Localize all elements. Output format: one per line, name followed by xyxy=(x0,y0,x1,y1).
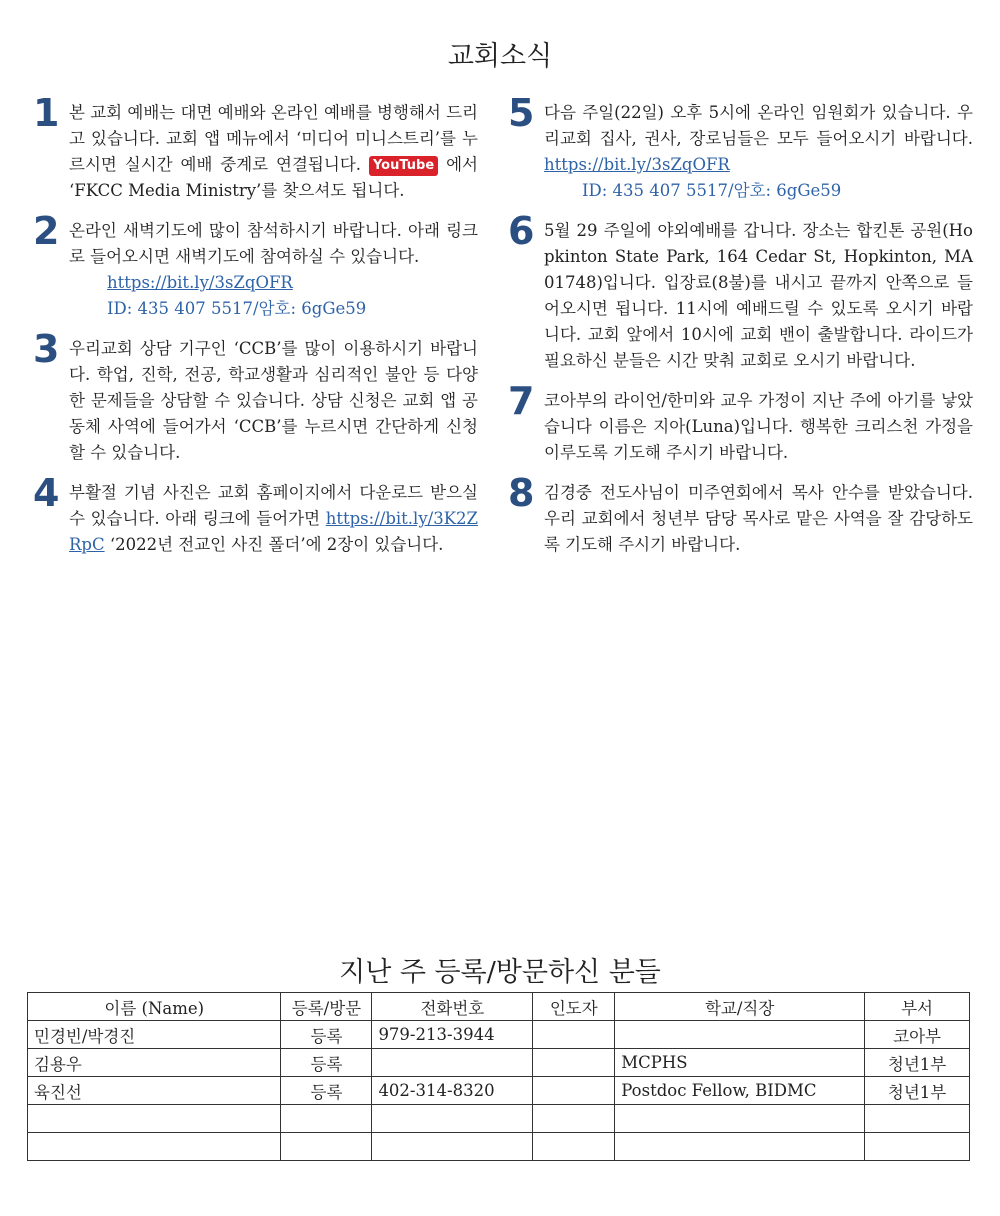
news-text: 우리교회 상담 기구인 ‘CCB’를 많이 이용하시기 바랍니다. 학업, 진학, 전공, 학교생활과 심리적인 불안 등 다양한 문제들을 상담할 수 있습니다. 상담 신청은 교회 앱 공동체 사역에 들어가서 ‘CCB’를 누르시면 간단하게 신청할 수 있습니다. xyxy=(69,339,478,462)
cell-school: MCPHS xyxy=(615,1049,865,1077)
news-number: 4 xyxy=(33,471,60,515)
cell-phone: 979-213-3944 xyxy=(372,1021,533,1049)
cell-dept xyxy=(865,1105,970,1133)
cell-school: Postdoc Fellow, BIDMC xyxy=(615,1077,865,1105)
news-number: 1 xyxy=(33,91,60,135)
cell-status: 등록 xyxy=(281,1021,372,1049)
cell-dept: 코아부 xyxy=(865,1021,970,1049)
news-column-right xyxy=(508,91,973,572)
cell-guide xyxy=(533,1049,615,1077)
news-text: 본 교회 예배는 대면 예배와 온라인 예배를 병행해서 드리고 있습니다. 교회 앱 메뉴에서 ‘미디어 미니스트리’를 누르시면 실시간 예배 중계로 연결됩니다. xyxy=(69,103,478,174)
news-item xyxy=(508,91,973,204)
meeting-link[interactable]: https://bit.ly/3sZqOFR xyxy=(544,155,730,174)
table-row xyxy=(28,1133,970,1161)
cell-phone xyxy=(372,1133,533,1161)
column-header: 인도자 xyxy=(533,993,615,1021)
cell-name: 민경빈/박경진 xyxy=(28,1021,281,1049)
news-text: 부활절 기념 사진은 교회 홈페이지에서 다운로드 받으실 수 있습니다. 아래 링크에 들어가면 xyxy=(69,483,478,528)
cell-status: 등록 xyxy=(281,1077,372,1105)
news-text: ‘2022년 전교인 사진 폴더’에 2장이 있습니다. xyxy=(104,535,444,554)
column-header: 이름 (Name) xyxy=(28,993,281,1021)
news-text: 김경중 전도사님이 미주연회에서 목사 안수를 받았습니다. 우리 교회에서 청년부 담당 목사로 맡은 사역을 잘 감당하도록 기도해 주시기 바랍니다. xyxy=(544,483,973,554)
news-number: 5 xyxy=(508,91,535,135)
news-item xyxy=(508,209,973,374)
cell-guide xyxy=(533,1105,615,1133)
news-text: 다음 주일(22일) 오후 5시에 온라인 임원회가 있습니다. 우리교회 집사, 권사, 장로님들은 모두 들어오시기 바랍니다. xyxy=(544,103,973,148)
cell-status xyxy=(281,1133,372,1161)
cell-phone: 402-314-8320 xyxy=(372,1077,533,1105)
meeting-info: ID: 435 407 5517/암호: 6gGe59 xyxy=(107,299,367,318)
news-text: 코아부의 라이언/한미와 교우 가정이 지난 주에 아기를 낳았습니다 이름은 지아(Luna)입니다. 행복한 크리스천 가정을 이루도록 기도해 주시기 바랍니다. xyxy=(544,391,973,462)
news-item xyxy=(33,209,478,322)
page-title: 교회소식 xyxy=(447,41,553,72)
cell-name xyxy=(28,1105,281,1133)
cell-status xyxy=(281,1105,372,1133)
cell-school xyxy=(615,1133,865,1161)
news-number: 8 xyxy=(508,471,535,515)
news-text: 5월 29 주일에 야외예배를 갑니다. 장소는 합킨톤 공원(Hopkinton State Park, 164 Cedar St, Hopkinton, MA 01748)입니다. 입장료(8불)를 내시고 끝까지 안쪽으로 들어오시면 됩니다. 11시에 예배드릴 수 있도록 오시기 바랍니다. 교회 앞에서 10시에 교회 밴이 출발합니다. 라이드가 필요하신 분들은 시간 맞춰 교회로 오시기 바랍니다. xyxy=(544,221,973,370)
cell-school xyxy=(615,1105,865,1133)
cell-guide xyxy=(533,1021,615,1049)
cell-phone xyxy=(372,1049,533,1077)
news-number: 2 xyxy=(33,209,60,253)
cell-name: 김용우 xyxy=(28,1049,281,1077)
meeting-info: ID: 435 407 5517/암호: 6gGe59 xyxy=(582,181,842,200)
news-item xyxy=(33,327,478,466)
youtube-icon: YouTube xyxy=(369,156,438,176)
table-row xyxy=(28,1105,970,1133)
news-text: 에서 ‘FKCC Media Ministry’를 찾으셔도 됩니다. xyxy=(69,155,478,200)
column-header: 부서 xyxy=(865,993,970,1021)
news-item xyxy=(33,91,478,204)
news-item xyxy=(508,471,973,558)
cell-dept: 청년1부 xyxy=(865,1077,970,1105)
table-row xyxy=(28,1077,970,1105)
table-row xyxy=(28,1021,970,1049)
cell-school xyxy=(615,1021,865,1049)
column-header: 학교/직장 xyxy=(615,993,865,1021)
table-header-row xyxy=(28,993,970,1021)
news-item xyxy=(508,379,973,466)
news-number: 7 xyxy=(508,379,535,423)
cell-dept xyxy=(865,1133,970,1161)
cell-guide xyxy=(533,1077,615,1105)
cell-phone xyxy=(372,1105,533,1133)
cell-name xyxy=(28,1133,281,1161)
cell-name: 육진선 xyxy=(28,1077,281,1105)
photo-link[interactable]: https://bit.ly/3K2ZRpC xyxy=(69,509,478,554)
cell-dept: 청년1부 xyxy=(865,1049,970,1077)
column-header: 전화번호 xyxy=(372,993,533,1021)
registration-title: 지난 주 등록/방문하신 분들 xyxy=(339,957,661,988)
news-item xyxy=(33,471,478,558)
registration-table xyxy=(27,992,970,1161)
news-column-left xyxy=(33,91,478,572)
news-number: 3 xyxy=(33,327,60,371)
prayer-link[interactable]: https://bit.ly/3sZqOFR xyxy=(107,273,293,292)
news-text: 온라인 새벽기도에 많이 참석하시기 바랍니다. 아래 링크로 들어오시면 새벽기도에 참여하실 수 있습니다. xyxy=(69,221,478,266)
cell-guide xyxy=(533,1133,615,1161)
cell-status: 등록 xyxy=(281,1049,372,1077)
table-row xyxy=(28,1049,970,1077)
news-number: 6 xyxy=(508,209,535,253)
column-header: 등록/방문 xyxy=(281,993,372,1021)
